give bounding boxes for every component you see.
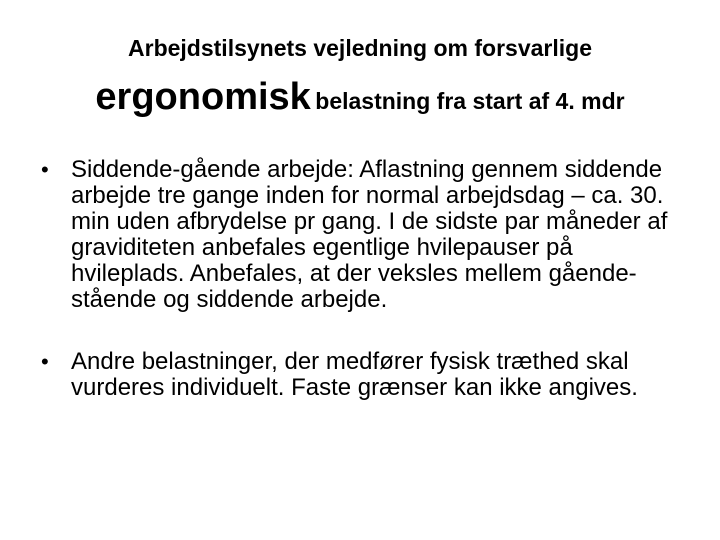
- title-line-2-rest: belastning fra start af 4. mdr: [315, 88, 625, 114]
- bullet-marker: •: [41, 349, 49, 374]
- bullet-text: Siddende-gående arbejde: Aflastning gennem siddende arbejde tre gange inden for normal arbejdsdag – ca. 30. min uden afbrydelse pr gang. I de sidste par måneder af graviditeten anbefales egentlige hvilepauser på hvileplads. Anbefales, at der veksles mellem gående-stående og siddende arbejde.: [71, 156, 668, 313]
- slide-title-line-1: Arbejdstilsynets vejledning om forsvarlige: [128, 35, 592, 61]
- slide-title-line-2: [0, 75, 720, 127]
- bullet-list: [0, 157, 720, 401]
- bullet-text: Andre belastninger, der medfører fysisk træthed skal vurderes individuelt. Faste grænser kan ikke angives.: [71, 348, 638, 401]
- title-emphasis-word: ergonomisk: [95, 76, 311, 118]
- bullet-marker: •: [41, 157, 49, 182]
- bullet-item: [0, 349, 720, 401]
- bullet-item: [0, 157, 720, 313]
